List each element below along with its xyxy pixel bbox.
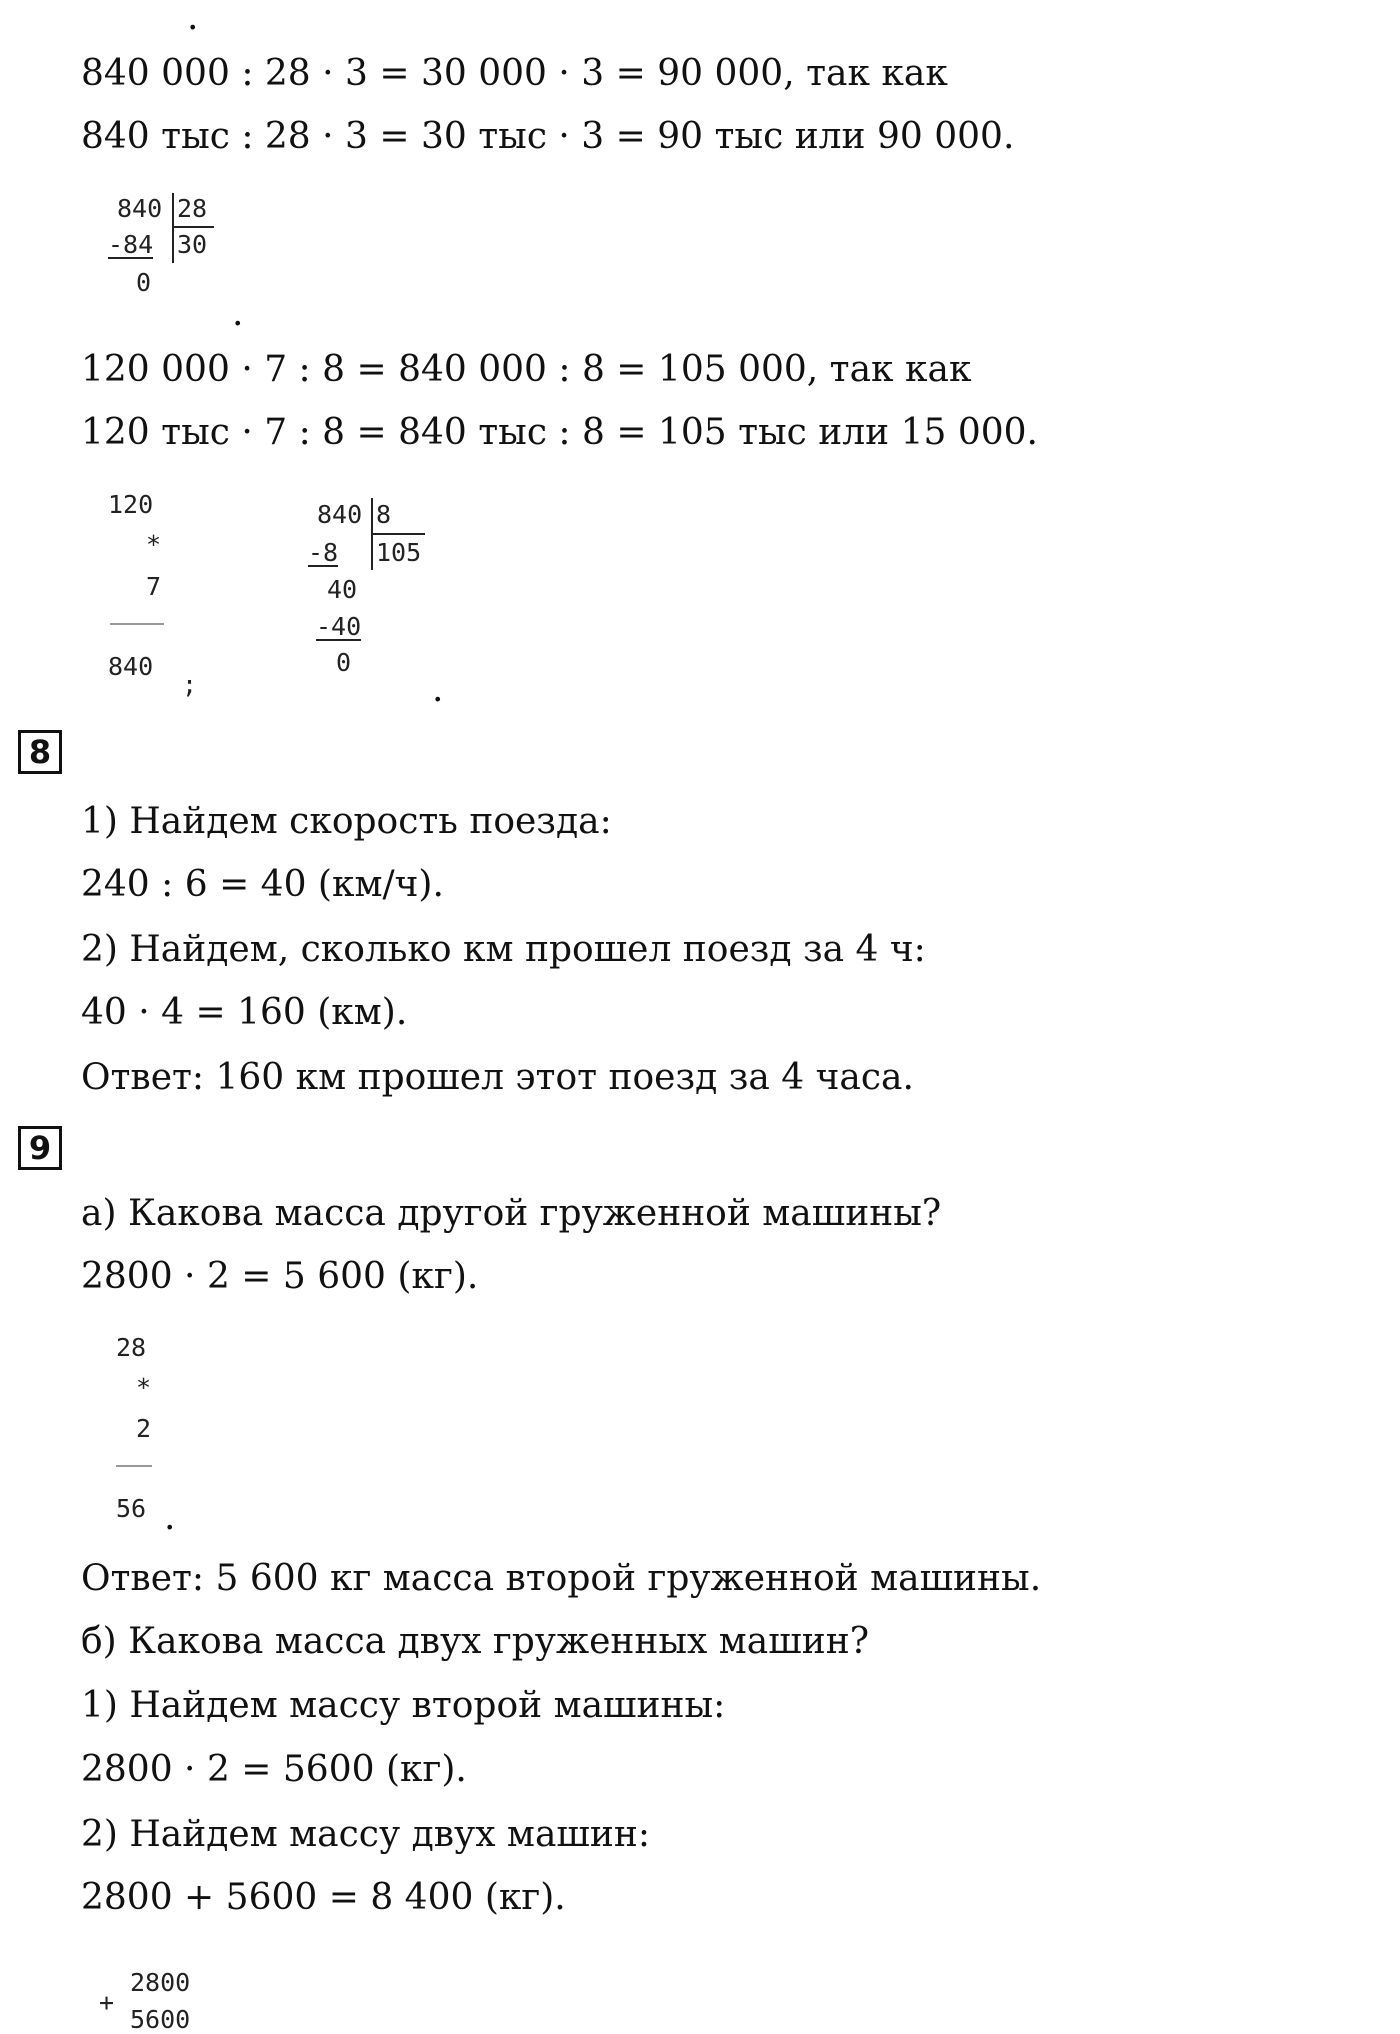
dot: .	[432, 669, 444, 710]
task8-line: 1) Найдем скорость поезда:	[81, 801, 612, 842]
product: 56	[116, 1494, 147, 1523]
dividend: 840	[317, 500, 363, 529]
subtrahend: -8	[308, 538, 339, 567]
multiplicand: 120	[108, 490, 154, 519]
task9-line: б) Какова масса двух груженных машин?	[81, 1621, 870, 1662]
task-number-9: 9	[18, 1126, 62, 1170]
division-line	[371, 533, 425, 535]
product: 840	[108, 652, 154, 681]
task9-answer: Ответ: 5 600 кг масса второй груженной машины.	[81, 1558, 1042, 1599]
task8-answer: Ответ: 160 км прошел этот поезд за 4 часа.	[81, 1057, 914, 1098]
text-line: 120 000 · 7 : 8 = 840 000 : 8 = 105 000, так как	[81, 349, 972, 390]
remainder: 0	[336, 648, 352, 677]
quotient: 30	[177, 230, 208, 259]
addend: 2800	[130, 1968, 191, 1997]
operator: *	[136, 1373, 152, 1402]
task9-line: 1) Найдем массу второй машины:	[81, 1685, 726, 1726]
task-number-8: 8	[18, 730, 62, 774]
task9-line: а) Какова масса другой груженной машины?	[81, 1193, 942, 1234]
task9-line: 2) Найдем массу двух машин:	[81, 1814, 650, 1855]
dividend: 840	[117, 194, 163, 223]
text-line: 840 000 : 28 · 3 = 30 000 · 3 = 90 000, так как	[81, 53, 948, 94]
divisor: 8	[376, 500, 392, 529]
result-line	[110, 623, 164, 625]
multiplier: 7	[146, 572, 162, 601]
remainder: 0	[136, 268, 152, 297]
dot: .	[187, 0, 199, 38]
text-line: 840 тыс : 28 · 3 = 30 тыс · 3 = 90 тыс или 90 000.	[81, 116, 1015, 157]
subtrahend: -84	[108, 230, 154, 259]
task8-line: 40 · 4 = 160 (км).	[81, 992, 408, 1033]
multiplicand: 28	[116, 1333, 147, 1362]
dot: .	[164, 1497, 176, 1538]
divisor: 28	[177, 194, 208, 223]
operator: +	[99, 1988, 115, 2017]
task9-line: 2800 · 2 = 5 600 (кг).	[81, 1256, 479, 1297]
division-line	[172, 226, 214, 228]
subtrahend: -40	[316, 612, 362, 641]
operator: *	[146, 530, 162, 559]
division-bar	[172, 193, 174, 263]
addend: 5600	[130, 2005, 191, 2034]
text-line: 120 тыс · 7 : 8 = 840 тыс : 8 = 105 тыс или 15 000.	[81, 412, 1038, 453]
semicolon: ;	[182, 670, 198, 699]
partial-dividend: 40	[327, 575, 358, 604]
multiplier: 2	[136, 1414, 152, 1443]
quotient: 105	[376, 538, 422, 567]
task9-line: 2800 + 5600 = 8 400 (кг).	[81, 1877, 566, 1918]
dot: .	[232, 293, 244, 334]
result-line	[116, 1465, 152, 1467]
task8-line: 240 : 6 = 40 (км/ч).	[81, 864, 444, 905]
task9-line: 2800 · 2 = 5600 (кг).	[81, 1749, 467, 1790]
task8-line: 2) Найдем, сколько км прошел поезд за 4 ч:	[81, 929, 926, 970]
